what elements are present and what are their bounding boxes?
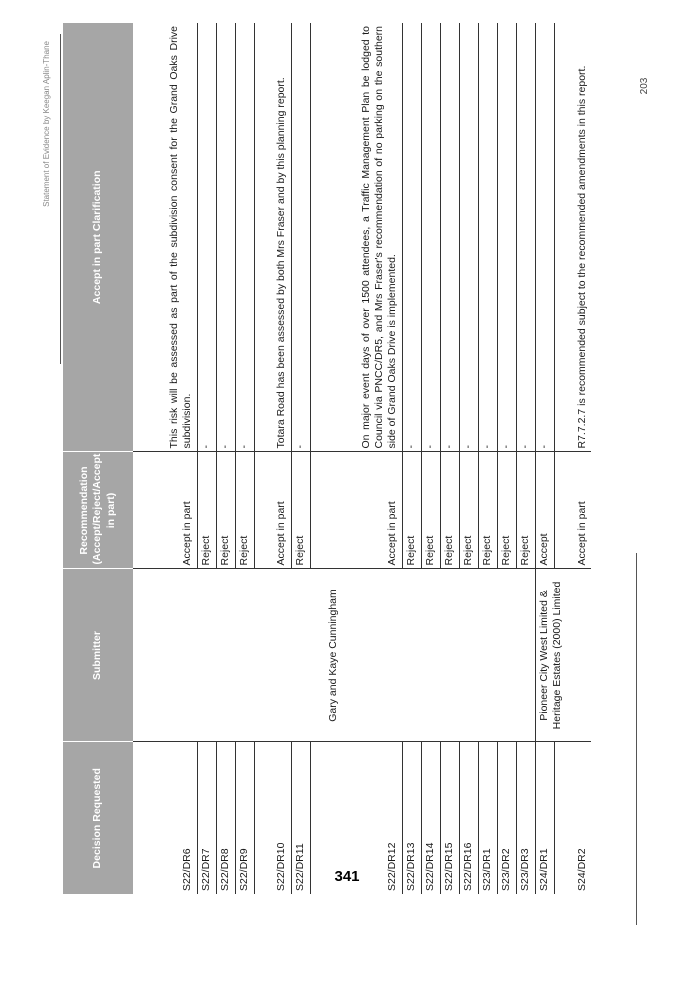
- recommendation-cell: Reject: [291, 452, 310, 569]
- recommendation-cell: Reject: [197, 452, 216, 569]
- recommendation-cell: Reject: [516, 452, 535, 569]
- recommendation-cell: Reject: [478, 452, 497, 569]
- table-row: [554, 23, 591, 894]
- clarification-cell: -: [235, 23, 254, 452]
- table-row: [516, 23, 535, 894]
- folio-number: 341: [334, 868, 360, 885]
- column-header-recommendation: Recommendation (Accept/Reject/Accept in part): [63, 452, 133, 569]
- clarification-cell: R7.7.2.7 is recommended subject to the recommended amendments in this report.: [554, 23, 591, 452]
- recommendation-cell: Reject: [421, 452, 440, 569]
- recommendation-cell: Reject: [497, 452, 516, 569]
- column-header-clarification: Accept in part Clarification: [63, 23, 133, 452]
- recommendation-cell: Reject: [235, 452, 254, 569]
- recommendation-cell: Accept: [535, 452, 554, 569]
- table-row: [440, 23, 459, 894]
- decision-cell: S22/DR8: [216, 742, 235, 894]
- recommendation-cell: Reject: [459, 452, 478, 569]
- recommendation-cell: Reject: [402, 452, 421, 569]
- decision-cell: S22/DR10: [254, 742, 291, 894]
- decision-cell: S22/DR13: [402, 742, 421, 894]
- clarification-cell: On major event days of over 1500 attendees, a Traffic Management Plan be lodged to Council via PNCC/DR5, and Mrs Fraser's recommendation of no parking on the southern side of Grand Oaks Drive is implemented.: [310, 23, 402, 452]
- table-row: [535, 23, 554, 894]
- clarification-cell: -: [459, 23, 478, 452]
- clarification-cell: -: [535, 23, 554, 452]
- recommendation-cell: Accept in part: [310, 452, 402, 569]
- clarification-cell: -: [440, 23, 459, 452]
- clarification-cell: This risk will be assessed as part of the subdivision consent for the Grand Oaks Drive subdivision.: [133, 23, 197, 452]
- table-row: [421, 23, 440, 894]
- decision-cell: S22/DR11: [291, 742, 310, 894]
- clarification-cell: -: [516, 23, 535, 452]
- submitter-cell: Pioneer City West Limited & Heritage Estates (2000) Limited: [535, 569, 591, 742]
- clarification-cell: -: [497, 23, 516, 452]
- clarification-cell: -: [402, 23, 421, 452]
- page-number: 203: [639, 77, 650, 95]
- decision-cell: S23/DR2: [497, 742, 516, 894]
- table-row: [478, 23, 497, 894]
- decision-cell: S22/DR12: [310, 742, 402, 894]
- clarification-cell: -: [421, 23, 440, 452]
- column-header-submitter: Submitter: [63, 569, 133, 742]
- decision-cell: S22/DR9: [235, 742, 254, 894]
- recommendation-cell: Reject: [216, 452, 235, 569]
- decision-cell: S24/DR1: [535, 742, 554, 894]
- decision-cell: S23/DR3: [516, 742, 535, 894]
- table-row: [402, 23, 421, 894]
- column-header-decision: Decision Requested: [63, 742, 133, 894]
- decisions-table: [63, 23, 591, 894]
- decision-cell: S24/DR2: [554, 742, 591, 894]
- table-row: [310, 23, 402, 894]
- table-row: [216, 23, 235, 894]
- submitter-cell: Gary and Kaye Cunningham: [133, 569, 535, 742]
- table-header-row: [63, 23, 133, 894]
- table-row: [235, 23, 254, 894]
- clarification-cell: -: [197, 23, 216, 452]
- decision-cell: S22/DR15: [440, 742, 459, 894]
- table-row: [459, 23, 478, 894]
- clarification-cell: -: [291, 23, 310, 452]
- recommendation-cell: Accept in part: [254, 452, 291, 569]
- decision-cell: S22/DR16: [459, 742, 478, 894]
- clarification-cell: -: [216, 23, 235, 452]
- recommendation-cell: Accept in part: [133, 452, 197, 569]
- table-row: [133, 23, 197, 894]
- footer-rule: [636, 553, 637, 925]
- running-header: Statement of Evidence by Keegan Aplin-Thane: [42, 41, 51, 207]
- clarification-cell: -: [478, 23, 497, 452]
- decision-cell: S23/DR1: [478, 742, 497, 894]
- clarification-cell: Totara Road has been assessed by both Mrs Fraser and by this planning report.: [254, 23, 291, 452]
- header-rule: [60, 34, 61, 364]
- decision-cell: S22/DR7: [197, 742, 216, 894]
- table-row: [497, 23, 516, 894]
- recommendation-cell: Reject: [440, 452, 459, 569]
- decision-cell: S22/DR14: [421, 742, 440, 894]
- recommendation-cell: Accept in part: [554, 452, 591, 569]
- decision-cell: S22/DR6: [181, 848, 194, 891]
- table-row: [291, 23, 310, 894]
- table-row: [197, 23, 216, 894]
- table-row: [254, 23, 291, 894]
